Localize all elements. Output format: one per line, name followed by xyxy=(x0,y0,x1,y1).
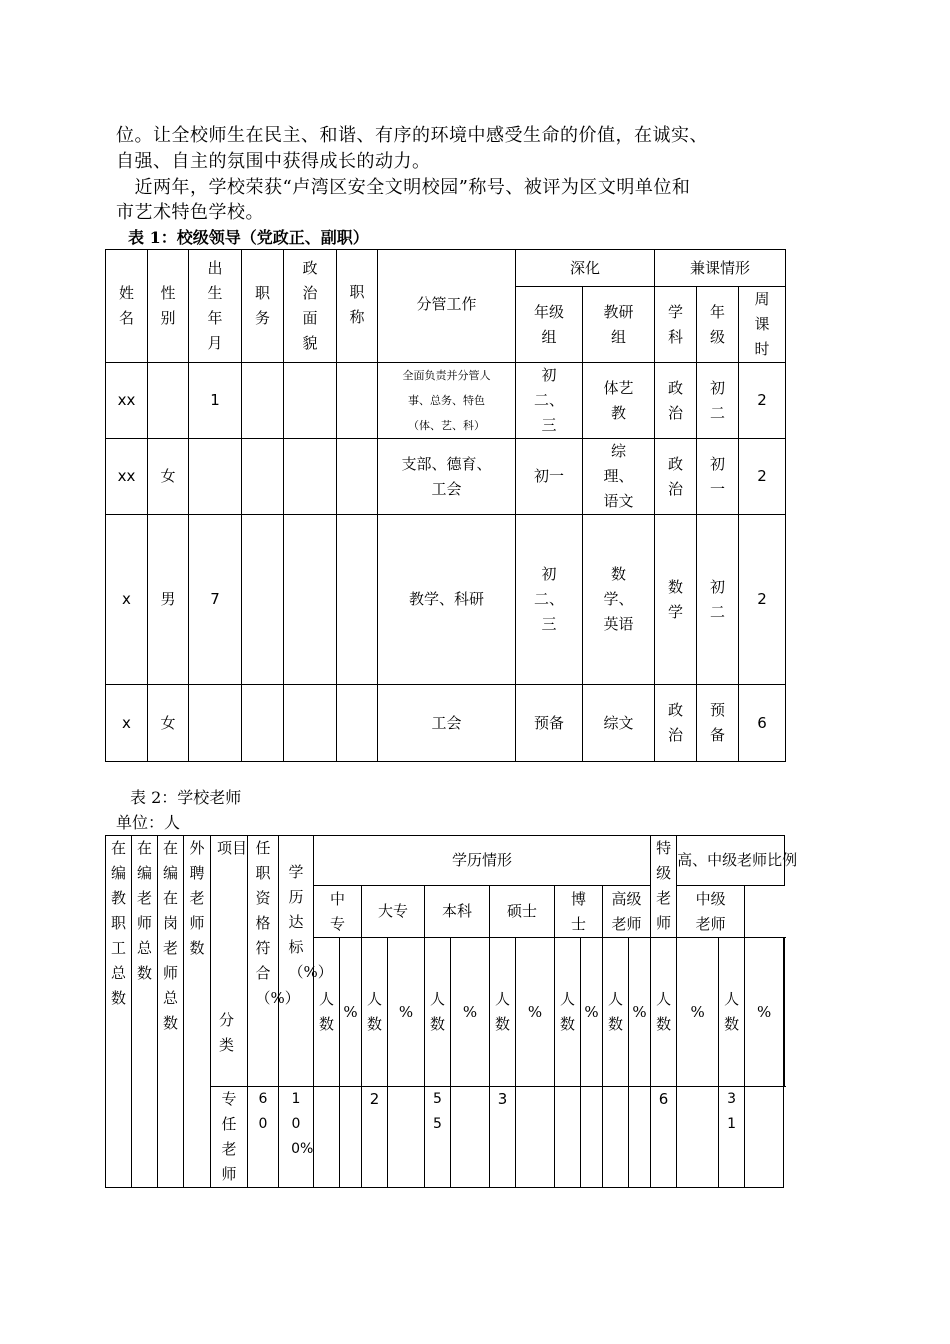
cell-research-group: 体艺教 xyxy=(603,378,634,422)
paragraph-line-3: 近两年，学校荣获“卢湾区安全文明校园”称号、被评为区文明单位和 xyxy=(116,177,691,198)
cell-senior-n: 6 xyxy=(651,1087,677,1188)
header-weekly: 周课时 xyxy=(754,290,770,358)
cell-weekly: 2 xyxy=(739,363,786,439)
header-zhongzhuan: 中专 xyxy=(330,889,346,933)
header-percent: % xyxy=(581,938,603,1087)
table2-header-row-1 xyxy=(106,836,785,886)
header-gender: 性别 xyxy=(160,284,176,327)
table1-header-row-1 xyxy=(106,250,786,287)
cell-grade: 预备 xyxy=(710,701,726,744)
cell-subject: 数学 xyxy=(668,577,684,621)
cell-political xyxy=(284,685,337,762)
header-percent: % xyxy=(629,938,651,1087)
cell-title xyxy=(337,685,378,762)
header-name: 姓名 xyxy=(119,284,135,327)
header-grade-group: 年级组 xyxy=(534,302,565,346)
cell-subject: 政治 xyxy=(668,701,684,744)
cell-grade-group: 初二、三 xyxy=(534,366,565,434)
header-senior: 高级老师 xyxy=(611,889,642,933)
header-people: 人数 xyxy=(608,990,624,1034)
cell-grade: 初一 xyxy=(710,454,726,498)
header-people: 人数 xyxy=(495,990,511,1034)
header-education: 学历情形 xyxy=(452,851,513,870)
cell-birth xyxy=(189,685,242,762)
header-percent: % xyxy=(340,938,362,1087)
header-political: 政治面貌 xyxy=(302,259,318,352)
cell-duty: 全面负责并分管人事、总务、特色（体、艺、科） xyxy=(402,369,491,432)
header-teaching: 兼课情形 xyxy=(690,258,751,277)
header-benke: 本科 xyxy=(425,886,490,938)
table1-row xyxy=(106,515,786,685)
cell-gender: 女 xyxy=(148,685,189,762)
header-teacher-total: 在编老师总数 xyxy=(137,839,153,982)
cell-grade: 初二 xyxy=(710,378,726,422)
cell-education-rate: 100% xyxy=(291,1091,314,1157)
table1-row xyxy=(106,439,786,515)
cell-qualified: 60 xyxy=(258,1091,268,1132)
cell-shuoshi-n: 3 xyxy=(490,1087,516,1188)
cell-gender: 男 xyxy=(148,515,189,685)
header-dazhuan: 大专 xyxy=(362,886,425,938)
cell-gender xyxy=(148,363,189,439)
cell-boshi-n xyxy=(555,1087,581,1188)
header-deepen: 深化 xyxy=(570,258,601,277)
header-hired: 外聘老师数 xyxy=(189,839,205,957)
header-percent: % xyxy=(451,938,490,1087)
header-people: 人数 xyxy=(319,990,335,1034)
cell-gender: 女 xyxy=(148,439,189,515)
table1-row xyxy=(106,685,786,762)
table1-row xyxy=(106,363,786,439)
cell-duty: 支部、德育、工会 xyxy=(401,454,492,498)
table2-caption: 表 2：学校老师 xyxy=(130,788,242,807)
header-people: 人数 xyxy=(724,990,740,1034)
header-percent: % xyxy=(516,938,555,1087)
header-duty: 分管工作 xyxy=(416,295,477,313)
cell-weekly: 2 xyxy=(739,439,786,515)
header-qualified: 任职资格符合（%） xyxy=(255,839,300,1007)
cell-weekly: 2 xyxy=(739,515,786,685)
cell-research-group: 数学、英语 xyxy=(603,565,634,633)
cell-duty: 教学、科研 xyxy=(378,515,516,685)
cell-title xyxy=(337,363,378,439)
cell-title xyxy=(337,439,378,515)
header-staff-total: 在编教职工总数 xyxy=(111,839,127,1007)
header-category: 分类 xyxy=(219,1011,235,1054)
header-people: 人数 xyxy=(430,990,446,1034)
teachers-table xyxy=(105,835,798,1188)
table2-unit: 单位：人 xyxy=(116,813,181,832)
cell-post xyxy=(242,515,284,685)
cell-zhongzhuan-n xyxy=(314,1087,340,1188)
header-onpost-total: 在编在岗老师总数 xyxy=(163,839,179,1032)
paragraph-line-1: 位。让全校师生在民主、和谐、有序的环境中感受生命的价值，在诚实、 xyxy=(116,125,708,146)
cell-special-n xyxy=(603,1087,629,1188)
cell-political xyxy=(284,515,337,685)
cell-political xyxy=(284,363,337,439)
cell-name: xx xyxy=(106,439,148,515)
cell-grade: 初二 xyxy=(710,577,726,621)
header-shuoshi: 硕士 xyxy=(490,886,555,938)
cell-political xyxy=(284,439,337,515)
cell-dazhuan-n: 2 xyxy=(362,1087,388,1188)
header-subject: 学科 xyxy=(668,302,684,346)
cell-post xyxy=(242,685,284,762)
header-percent: % xyxy=(677,938,719,1087)
header-post: 职务 xyxy=(255,284,271,327)
table1-caption: 表 1：校级领导（党政正、副职） xyxy=(128,228,369,247)
header-grade: 年级 xyxy=(710,302,726,346)
leaders-table xyxy=(105,249,786,762)
header-research-group: 教研组 xyxy=(603,302,634,346)
header-boshi: 博士 xyxy=(571,889,587,933)
cell-research-group: 综理、语文 xyxy=(603,442,634,510)
cell-benke-n: 55 xyxy=(433,1091,442,1132)
header-people: 人数 xyxy=(560,990,576,1034)
cell-title xyxy=(337,515,378,685)
cell-name: x xyxy=(106,515,148,685)
cell-grade-group: 初一 xyxy=(516,439,583,515)
cell-grade-group: 初二、三 xyxy=(534,565,565,633)
cell-post xyxy=(242,439,284,515)
header-percent: % xyxy=(388,938,425,1087)
cell-category: 专任老师 xyxy=(221,1090,237,1183)
cell-post xyxy=(242,363,284,439)
header-item: 项目 xyxy=(217,839,248,857)
header-people: 人数 xyxy=(367,990,383,1034)
cell-middle-n: 31 xyxy=(727,1091,737,1132)
header-title: 职称 xyxy=(349,283,365,326)
cell-duty: 工会 xyxy=(378,685,516,762)
header-education-rate: 学历达标（%） xyxy=(288,863,333,981)
cell-grade-group: 预备 xyxy=(516,685,583,762)
cell-birth: 7 xyxy=(189,515,242,685)
header-ratio: 高、中级老师比例 xyxy=(677,851,798,870)
cell-research-group: 综文 xyxy=(583,685,655,762)
cell-name: x xyxy=(106,685,148,762)
cell-birth: 1 xyxy=(189,363,242,439)
cell-birth xyxy=(189,439,242,515)
header-special: 特级老师 xyxy=(656,839,672,932)
paragraph-line-4: 市艺术特色学校。 xyxy=(116,202,264,223)
paragraph-line-2: 自强、自主的氛围中获得成长的动力。 xyxy=(116,151,431,172)
cell-name: xx xyxy=(106,363,148,439)
cell-subject: 政治 xyxy=(668,378,684,422)
header-percent: % xyxy=(745,938,784,1087)
cell-weekly: 6 xyxy=(739,685,786,762)
cell-subject: 政治 xyxy=(668,454,684,498)
header-people: 人数 xyxy=(656,990,672,1034)
header-birth: 出生年月 xyxy=(207,259,223,352)
header-middle: 中级老师 xyxy=(695,889,726,933)
